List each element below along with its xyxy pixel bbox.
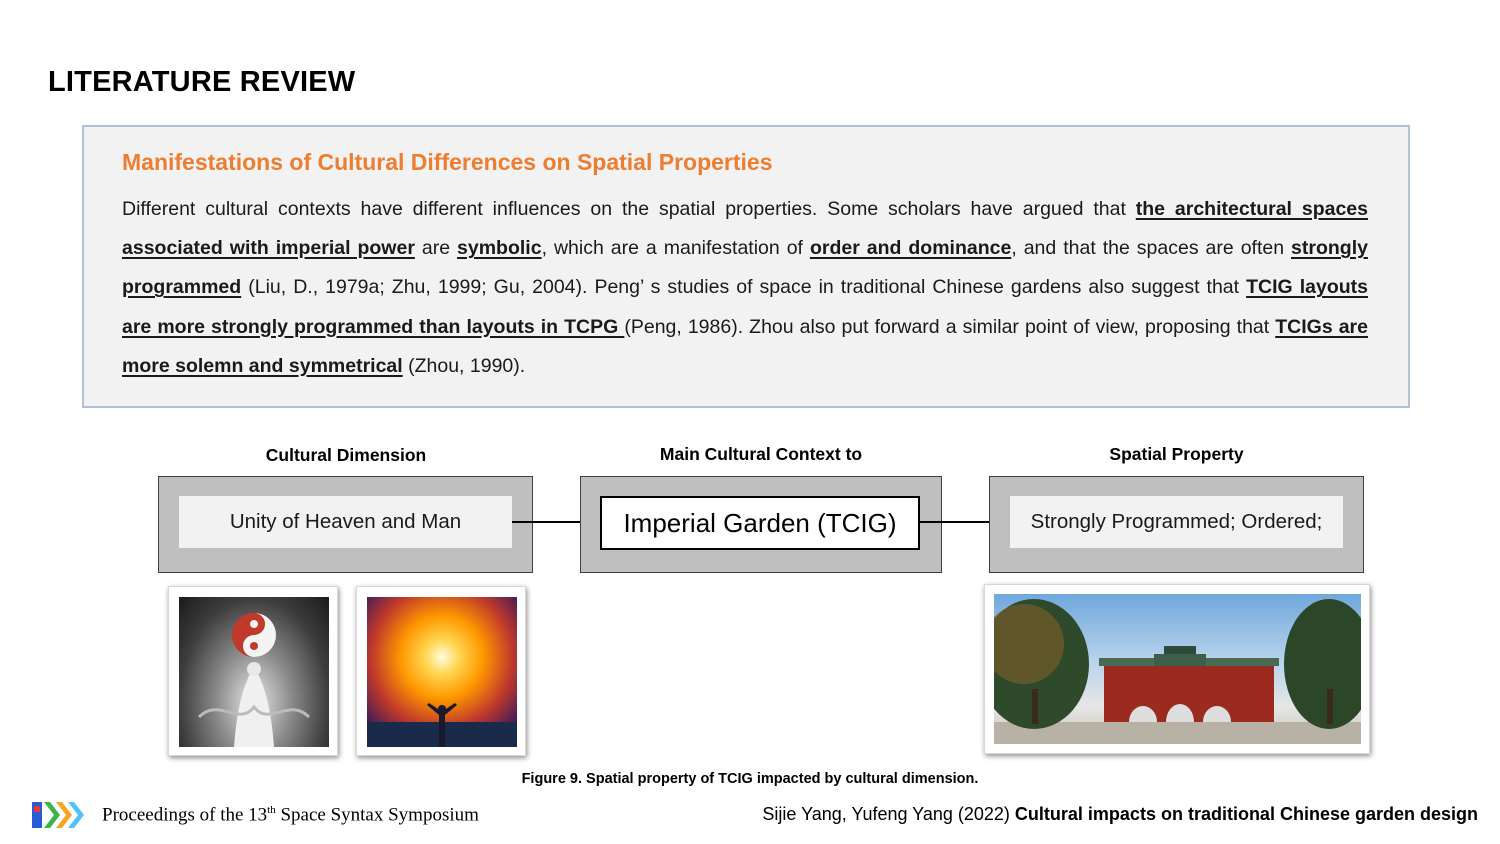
literature-review-box bbox=[82, 125, 1410, 408]
footer-proceedings bbox=[32, 800, 479, 830]
review-text: (Liu, D., 1979a; Zhu, 1999; Gu, 2004). Peng’ s studies of space in traditional Chinese gardens also suggest that bbox=[241, 276, 1247, 299]
section-title: LITERATURE REVIEW bbox=[48, 66, 356, 98]
review-emphasis: symbolic bbox=[457, 237, 542, 260]
review-emphasis: TCIGs are more solemn and symmetrical bbox=[122, 315, 1368, 377]
review-text: (Peng, 1986). Zhou also put forward a similar point of view, proposing that bbox=[624, 315, 1276, 338]
review-emphasis: strongly programmed bbox=[122, 237, 1368, 299]
review-text: , and that the spaces are often bbox=[1011, 237, 1292, 260]
human-figure-icon bbox=[367, 597, 517, 747]
main-context-box bbox=[580, 476, 942, 573]
radiant-light-image bbox=[356, 586, 526, 756]
main-context-label: Main Cultural Context to bbox=[659, 444, 863, 464]
yin-yang-figure-image bbox=[168, 586, 338, 756]
cultural-dimension-box bbox=[158, 476, 533, 573]
footer-authors: Sijie Yang, Yufeng Yang (2022) bbox=[762, 804, 1015, 824]
yin-yang-icon bbox=[179, 597, 329, 747]
imperial-garden-photo bbox=[984, 584, 1370, 754]
footer-paper-title: Cultural impacts on traditional Chinese garden design bbox=[1014, 804, 1478, 824]
spatial-property-box bbox=[989, 476, 1364, 573]
review-emphasis: order and dominance bbox=[809, 237, 1012, 260]
garden-gate-icon bbox=[994, 594, 1361, 744]
review-emphasis: TCIG layouts are more strongly programmed than layouts in TCPG bbox=[122, 276, 1368, 338]
cultural-dimension-value: Unity of Heaven and Man bbox=[179, 496, 512, 548]
review-emphasis: the architectural spaces associated with imperial power bbox=[122, 198, 1368, 260]
cultural-dimension-label: Cultural Dimension bbox=[265, 445, 427, 465]
symposium-logo-icon bbox=[32, 800, 90, 830]
review-text: , which are a manifestation of bbox=[541, 237, 810, 260]
footer-citation bbox=[762, 804, 1478, 825]
proceedings-text: Proceedings of the 13th Space Syntax Symposium bbox=[102, 803, 479, 826]
spatial-property-value: Strongly Programmed; Ordered; bbox=[1010, 496, 1343, 548]
main-context-value: Imperial Garden (TCIG) bbox=[600, 496, 920, 550]
review-text: (Zhou, 1990). bbox=[402, 354, 526, 377]
review-text: are bbox=[414, 237, 458, 260]
figure-caption: Figure 9. Spatial property of TCIG impacted by cultural dimension. bbox=[521, 771, 979, 787]
review-text: Different cultural contexts have different influences on the spatial properties. Some scholars have argued that bbox=[122, 198, 1136, 220]
review-body bbox=[122, 190, 1368, 386]
review-heading: Manifestations of Cultural Differences on Spatial Properties bbox=[122, 149, 773, 175]
spatial-property-label: Spatial Property bbox=[1109, 444, 1244, 464]
